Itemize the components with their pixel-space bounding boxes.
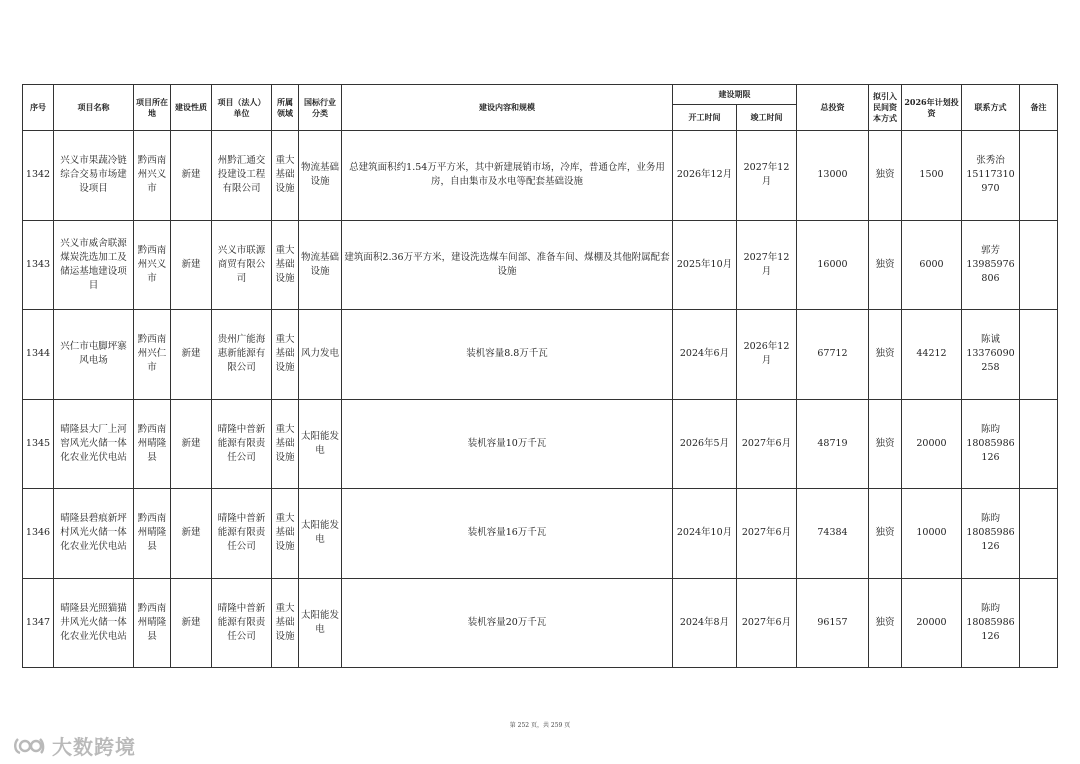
row-start: 2024年10月 xyxy=(673,489,737,579)
row-industry: 太阳能发电 xyxy=(299,489,342,579)
row-nature: 新建 xyxy=(171,578,212,668)
contact-name: 郭芳 xyxy=(980,244,1000,256)
row-mode: 独资 xyxy=(869,131,902,221)
row-seq: 1347 xyxy=(23,578,54,668)
row-nature: 新建 xyxy=(171,131,212,221)
row-field: 重大基础设施 xyxy=(272,310,299,400)
row-remark xyxy=(1020,489,1058,579)
row-owner: 州黔汇通交投建设工程有限公司 xyxy=(212,131,272,221)
row-project-name: 兴仁市屯脚坪寨风电场 xyxy=(54,310,134,400)
contact-phone: 15117310970 xyxy=(966,169,1015,195)
row-location: 黔西南州晴隆县 xyxy=(134,489,171,579)
row-field: 重大基础设施 xyxy=(272,220,299,310)
row-end: 2026年12月 xyxy=(737,310,797,400)
row-project-name: 晴隆县碧痕新坪村风光火储一体化农业光伏电站 xyxy=(54,489,134,579)
row-end: 2027年12月 xyxy=(737,220,797,310)
row-industry: 太阳能发电 xyxy=(299,399,342,489)
header-nature: 建设性质 xyxy=(171,85,212,131)
row-end: 2027年6月 xyxy=(737,578,797,668)
header-name: 项目名称 xyxy=(54,85,134,131)
row-project-name: 兴义市果蔬冷链综合交易市场建设项目 xyxy=(54,131,134,221)
row-plan: 1500 xyxy=(902,131,962,221)
row-plan: 44212 xyxy=(902,310,962,400)
row-plan: 20000 xyxy=(902,399,962,489)
row-nature: 新建 xyxy=(171,310,212,400)
row-contact xyxy=(962,399,1020,489)
row-location: 黔西南州晴隆县 xyxy=(134,578,171,668)
row-plan: 6000 xyxy=(902,220,962,310)
row-scope: 装机容量8.8万千瓦 xyxy=(342,310,673,400)
contact-phone: 18085986126 xyxy=(966,437,1015,463)
header-start: 开工时间 xyxy=(673,105,737,131)
row-location: 黔西南州兴仁市 xyxy=(134,310,171,400)
row-nature: 新建 xyxy=(171,220,212,310)
row-field: 重大基础设施 xyxy=(272,489,299,579)
header-row-1 xyxy=(23,85,1058,105)
row-remark xyxy=(1020,131,1058,221)
header-contact: 联系方式 xyxy=(962,85,1020,131)
row-mode: 独资 xyxy=(869,310,902,400)
row-start: 2024年6月 xyxy=(673,310,737,400)
table-row xyxy=(23,131,1058,221)
row-location: 黔西南州兴义市 xyxy=(134,131,171,221)
row-end: 2027年6月 xyxy=(737,399,797,489)
row-invest: 67712 xyxy=(797,310,869,400)
row-contact xyxy=(962,489,1020,579)
row-field: 重大基础设施 xyxy=(272,131,299,221)
row-scope: 装机容量16万千瓦 xyxy=(342,489,673,579)
row-invest: 74384 xyxy=(797,489,869,579)
watermark-text: 大数跨境 xyxy=(52,735,136,759)
row-remark xyxy=(1020,578,1058,668)
header-location: 项目所在地 xyxy=(134,85,171,131)
contact-name: 陈昀 xyxy=(980,423,1000,435)
row-owner: 晴隆中普新能源有限责任公司 xyxy=(212,399,272,489)
row-scope: 装机容量10万千瓦 xyxy=(342,399,673,489)
contact-phone: 13376090258 xyxy=(966,348,1015,374)
table-row xyxy=(23,578,1058,668)
contact-phone: 13985976806 xyxy=(966,258,1015,284)
row-project-name: 兴义市威舍联源煤炭洗选加工及储运基地建设项目 xyxy=(54,220,134,310)
contact-phone: 18085986126 xyxy=(966,527,1015,553)
row-invest: 96157 xyxy=(797,578,869,668)
header-plan: 2026年计划投资 xyxy=(902,85,962,131)
contact-name: 陈昀 xyxy=(980,513,1000,525)
row-mode: 独资 xyxy=(869,399,902,489)
row-end: 2027年12月 xyxy=(737,131,797,221)
row-location: 黔西南州晴隆县 xyxy=(134,399,171,489)
row-nature: 新建 xyxy=(171,399,212,489)
row-owner: 晴隆中普新能源有限责任公司 xyxy=(212,489,272,579)
row-contact xyxy=(962,131,1020,221)
row-scope: 装机容量20万千瓦 xyxy=(342,578,673,668)
row-remark xyxy=(1020,399,1058,489)
header-owner: 项目（法人）单位 xyxy=(212,85,272,131)
row-seq: 1346 xyxy=(23,489,54,579)
row-invest: 13000 xyxy=(797,131,869,221)
page-footer: 第 252 页，共 259 页 xyxy=(509,722,571,729)
row-project-name: 晴隆县光照猫猫井风光火储一体化农业光伏电站 xyxy=(54,578,134,668)
row-industry: 太阳能发电 xyxy=(299,578,342,668)
row-mode: 独资 xyxy=(869,220,902,310)
header-industry: 国标行业分类 xyxy=(299,85,342,131)
contact-name: 陈昀 xyxy=(980,602,1000,614)
row-invest: 16000 xyxy=(797,220,869,310)
row-field: 重大基础设施 xyxy=(272,578,299,668)
contact-phone: 18085986126 xyxy=(966,616,1015,642)
row-industry: 物流基础设施 xyxy=(299,220,342,310)
table-row xyxy=(23,310,1058,400)
row-location: 黔西南州兴义市 xyxy=(134,220,171,310)
row-remark xyxy=(1020,310,1058,400)
header-end: 竣工时间 xyxy=(737,105,797,131)
row-contact xyxy=(962,578,1020,668)
row-seq: 1342 xyxy=(23,131,54,221)
row-scope: 建筑面积2.36万平方米，建设洗选煤车间部、准备车间、煤棚及其他附属配套设施 xyxy=(342,220,673,310)
row-plan: 10000 xyxy=(902,489,962,579)
row-owner: 晴隆中普新能源有限责任公司 xyxy=(212,578,272,668)
row-start: 2025年10月 xyxy=(673,220,737,310)
header-scope: 建设内容和规模 xyxy=(342,85,673,131)
header-remark: 备注 xyxy=(1020,85,1058,131)
header-invest: 总投资 xyxy=(797,85,869,131)
row-seq: 1343 xyxy=(23,220,54,310)
row-mode: 独资 xyxy=(869,578,902,668)
watermark xyxy=(12,731,136,760)
row-seq: 1345 xyxy=(23,399,54,489)
row-field: 重大基础设施 xyxy=(272,399,299,489)
row-industry: 物流基础设施 xyxy=(299,131,342,221)
table-row xyxy=(23,220,1058,310)
row-industry: 风力发电 xyxy=(299,310,342,400)
header-seq: 序号 xyxy=(23,85,54,131)
header-mode: 拟引入民间资本方式 xyxy=(869,85,902,131)
row-nature: 新建 xyxy=(171,489,212,579)
row-start: 2024年8月 xyxy=(673,578,737,668)
row-mode: 独资 xyxy=(869,489,902,579)
contact-name: 陈诚 xyxy=(980,334,1000,346)
header-field: 所属领域 xyxy=(272,85,299,131)
row-plan: 20000 xyxy=(902,578,962,668)
row-end: 2027年6月 xyxy=(737,489,797,579)
row-scope: 总建筑面积约1.54万平方米，其中新建展销市场，冷库，普通仓库，业务用房，自由集市及水电等配套基础设施 xyxy=(342,131,673,221)
project-table xyxy=(22,84,1058,668)
row-owner: 兴义市联源商贸有限公司 xyxy=(212,220,272,310)
row-start: 2026年12月 xyxy=(673,131,737,221)
table-row xyxy=(23,399,1058,489)
row-owner: 贵州广能海惠新能源有限公司 xyxy=(212,310,272,400)
row-remark xyxy=(1020,220,1058,310)
row-seq: 1344 xyxy=(23,310,54,400)
row-invest: 48719 xyxy=(797,399,869,489)
contact-name: 张秀治 xyxy=(976,155,1005,167)
row-contact xyxy=(962,310,1020,400)
row-project-name: 晴隆县大厂上河窖风光火储一体化农业光伏电站 xyxy=(54,399,134,489)
header-period: 建设期限 xyxy=(673,85,797,105)
row-start: 2026年5月 xyxy=(673,399,737,489)
brand-logo-icon xyxy=(12,735,46,757)
row-contact xyxy=(962,220,1020,310)
table-row xyxy=(23,489,1058,579)
